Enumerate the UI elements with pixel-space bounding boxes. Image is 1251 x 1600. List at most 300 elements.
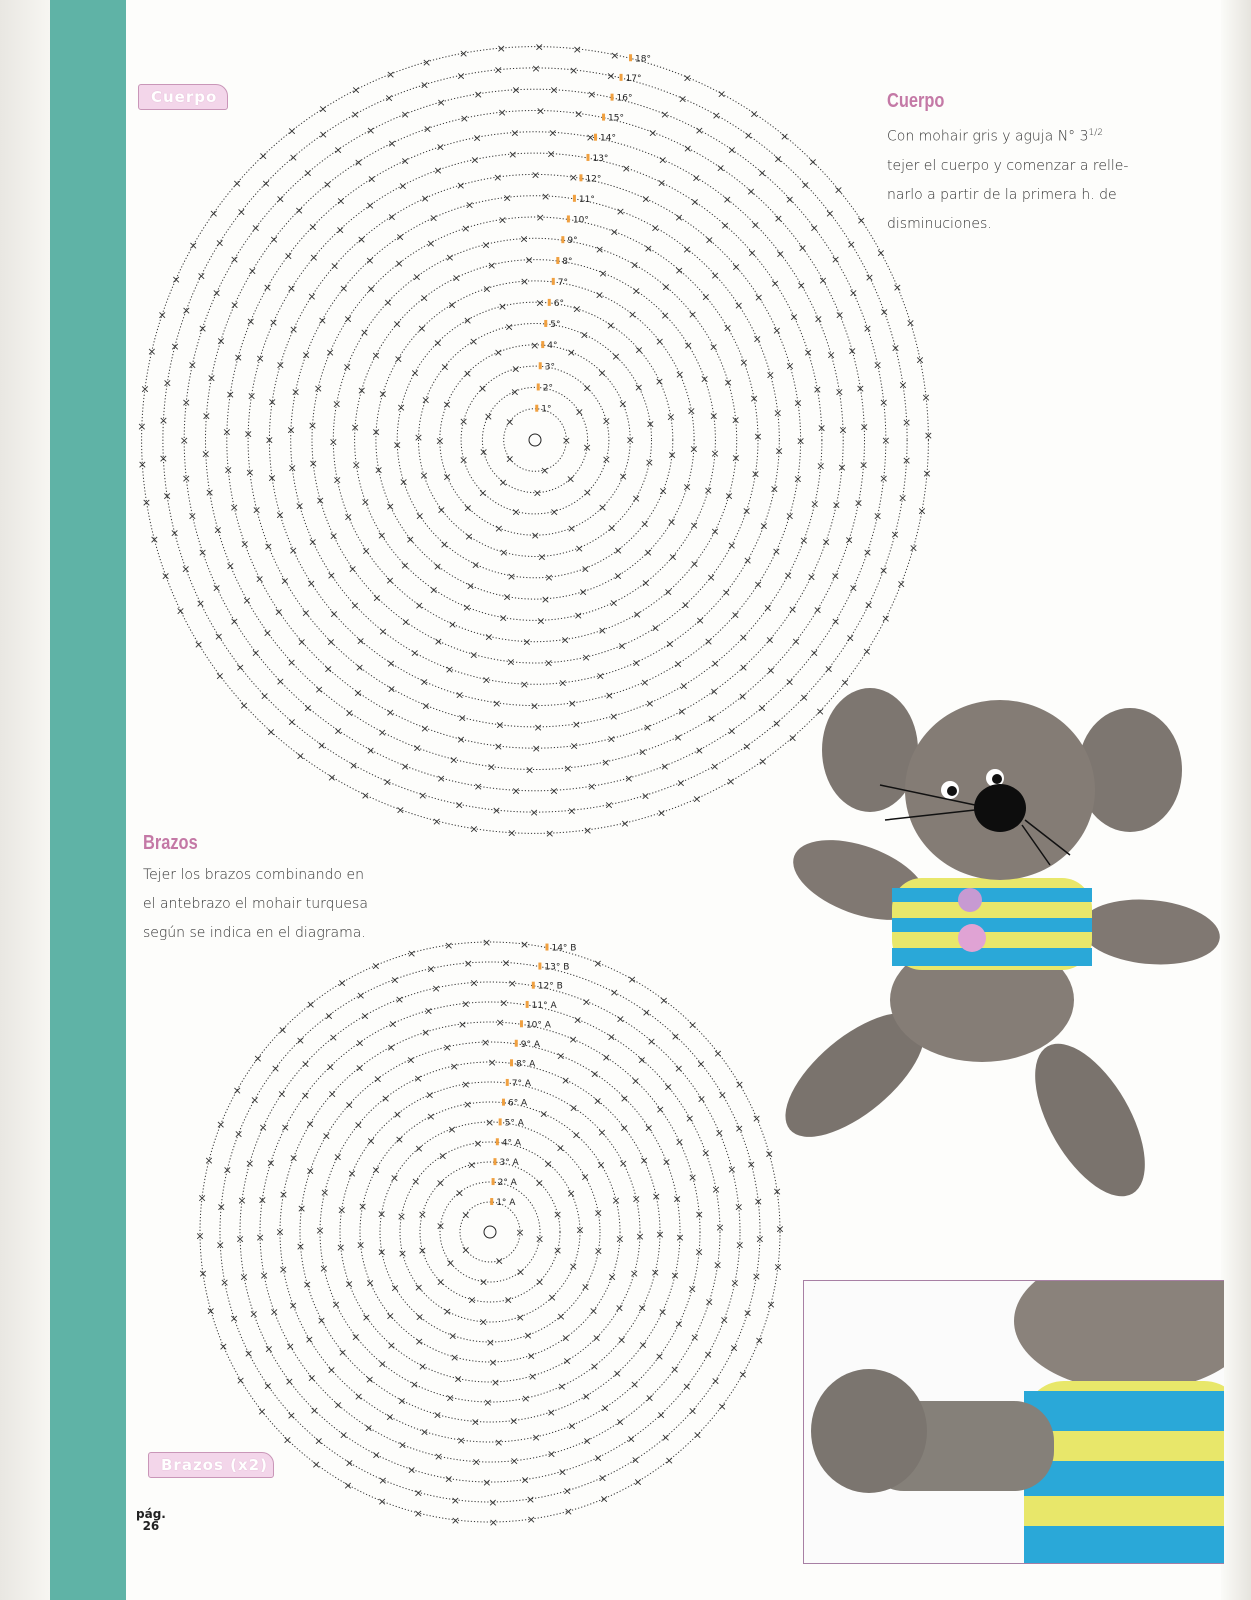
arms-stitch-mark: × [581, 1389, 591, 1403]
body-stitch-mark: × [682, 242, 692, 256]
body-stitch-mark: × [532, 486, 542, 500]
arms-stitch-mark: × [435, 1176, 446, 1190]
body-stitch-mark: × [571, 717, 581, 731]
arms-round-label: 6° A [507, 1098, 528, 1109]
body-round-label: 10° [572, 215, 589, 226]
body-stitch-mark: × [290, 385, 301, 399]
arms-stitch-mark: × [687, 1282, 697, 1296]
body-stitch-mark: × [862, 546, 873, 560]
arms-stitch-mark: × [743, 1306, 753, 1320]
arms-stitch-mark: × [485, 1335, 496, 1349]
body-stitch-mark: × [313, 381, 323, 395]
body-stitch-mark: × [360, 788, 370, 802]
body-stitch-mark: × [915, 353, 925, 367]
body-stitch-mark: × [442, 470, 452, 484]
arms-stitch-mark: × [320, 1186, 330, 1200]
body-stitch-mark: × [255, 572, 265, 586]
arms-stitch-mark: × [593, 956, 603, 970]
arms-stitch-mark: × [593, 1094, 603, 1108]
body-round-marker [556, 257, 559, 264]
body-stitch-mark: × [491, 804, 502, 818]
body-stitch-mark: × [704, 233, 714, 247]
arms-stitch-mark: × [567, 1419, 577, 1433]
arms-stitch-mark: × [371, 1448, 381, 1462]
arms-stitch-mark: × [215, 1238, 225, 1252]
body-stitch-mark: × [287, 124, 297, 138]
body-stitch-mark: × [771, 544, 781, 558]
body-stitch-mark: × [350, 420, 360, 434]
body-stitch-mark: × [508, 147, 518, 161]
arms-stitch-mark: × [289, 1151, 299, 1165]
body-stitch-mark: × [268, 316, 279, 330]
body-stitch-mark: × [506, 569, 517, 583]
body-stitch-mark: × [544, 571, 554, 585]
arms-stitch-mark: × [314, 1434, 324, 1448]
arms-stitch-mark: × [288, 1299, 298, 1313]
body-stitch-mark: × [335, 223, 345, 237]
body-stitch-mark: × [580, 562, 591, 576]
body-stitch-mark: × [594, 288, 605, 302]
arms-stitch-mark: × [377, 1357, 387, 1371]
body-stitch-mark: × [351, 458, 361, 472]
body-line-1 [887, 119, 1128, 152]
body-stitch-mark: × [609, 225, 619, 239]
body-stitch-mark: × [692, 792, 702, 806]
body-stitch-mark: × [737, 689, 748, 703]
arms-stitch-mark: × [377, 1245, 387, 1259]
body-stitch-mark: × [162, 376, 172, 390]
body-stitch-mark: × [197, 321, 208, 335]
arms-stitch-mark: × [509, 1414, 519, 1428]
body-stitch-mark: × [773, 152, 783, 166]
body-stitch-mark: × [879, 305, 889, 319]
body-stitch-mark: × [743, 554, 753, 568]
body-stitch-mark: × [283, 249, 293, 263]
body-stitch-mark: × [510, 385, 520, 399]
body-stitch-mark: × [432, 814, 442, 828]
arms-stitch-mark: × [646, 1035, 657, 1049]
body-stitch-mark: × [348, 758, 359, 772]
body-line-1-text: Con mohair gris y aguja N° 3 [887, 128, 1089, 145]
body-stitch-mark: × [773, 406, 783, 420]
arms-stitch-mark: × [710, 1374, 721, 1388]
body-stitch-mark: × [215, 236, 225, 250]
arms-stitch-mark: × [674, 1317, 684, 1331]
body-stitch-mark: × [721, 586, 731, 600]
arms-stitch-mark: × [413, 1506, 423, 1520]
arms-stitch-mark: × [344, 1277, 354, 1291]
body-stitch-mark: × [400, 154, 410, 168]
paw-closeup [811, 1369, 927, 1493]
body-stitch-mark: × [175, 604, 186, 618]
arms-stitch-mark: × [386, 1040, 396, 1054]
body-stitch-mark: × [529, 806, 539, 820]
body-stitch-mark: × [881, 612, 891, 626]
body-stitch-mark: × [497, 106, 507, 120]
body-stitch-mark: × [657, 176, 667, 190]
body-stitch-mark: × [275, 508, 285, 522]
body-stitch-mark: × [445, 251, 455, 265]
arms-stitch-mark: × [257, 1405, 267, 1419]
body-stitch-mark: × [597, 501, 608, 515]
arms-round-label: 14° B [551, 943, 577, 954]
body-stitch-mark: × [486, 760, 496, 774]
body-stitch-mark: × [566, 345, 576, 359]
body-stitch-mark: × [837, 461, 847, 475]
body-stitch-mark: × [519, 232, 529, 246]
arms-round-marker [538, 963, 541, 970]
body-stitch-mark: × [549, 784, 559, 798]
body-round-marker [537, 383, 540, 390]
body-stitch-mark: × [137, 458, 147, 472]
body-stitch-mark: × [597, 624, 607, 638]
body-stitch-mark: × [410, 366, 420, 380]
body-stitch-mark: × [366, 124, 376, 138]
body-stitch-mark: × [710, 657, 720, 671]
body-stitch-mark: × [456, 733, 466, 747]
body-stitch-mark: × [447, 298, 457, 312]
body-stitch-mark: × [419, 469, 429, 483]
body-stitch-mark: × [325, 345, 335, 359]
body-stitch-mark: × [533, 720, 543, 734]
body-stitch-mark: × [568, 63, 579, 77]
body-stitch-mark: × [597, 366, 607, 380]
body-stitch-mark: × [752, 332, 762, 346]
body-stitch-mark: × [447, 618, 458, 632]
body-stitch-mark: × [303, 701, 313, 715]
body-stitch-mark: × [421, 393, 431, 407]
arms-stitch-mark: × [588, 1304, 599, 1318]
sweater-stripe [1024, 1391, 1224, 1431]
arms-stitch-mark: × [244, 1346, 254, 1360]
sweater-stripe [892, 918, 1092, 932]
arms-stitch-mark: × [687, 1170, 698, 1184]
body-stitch-mark: × [440, 360, 450, 374]
arms-stitch-mark: × [333, 1398, 343, 1412]
arms-stitch-mark: × [766, 1297, 776, 1311]
body-stitch-mark: × [821, 535, 831, 549]
body-stitch-mark: × [618, 470, 628, 484]
body-stitch-mark: × [540, 592, 551, 606]
body-stitch-mark: × [631, 656, 641, 670]
body-stitch-mark: × [141, 496, 152, 510]
body-stitch-mark: × [694, 124, 704, 138]
body-stitch-mark: × [260, 689, 270, 703]
arms-stitch-mark: × [353, 1118, 364, 1132]
arms-stitch-mark: × [663, 1080, 673, 1094]
body-stitch-mark: × [472, 131, 482, 145]
body-stitch-mark: × [558, 676, 568, 690]
arms-stitch-mark: × [467, 1293, 477, 1307]
body-stitch-mark: × [327, 770, 337, 784]
body-stitch-mark: × [193, 637, 204, 651]
arms-stitch-mark: × [286, 1408, 296, 1422]
body-stitch-mark: × [569, 739, 579, 753]
body-stitch-mark: × [433, 164, 443, 178]
arms-stitch-mark: × [775, 1222, 785, 1236]
arms-stitch-mark: × [566, 1187, 576, 1201]
arms-stitch-mark: × [432, 1408, 443, 1422]
body-stitch-mark: × [890, 341, 901, 355]
body-stitch-mark: × [572, 42, 582, 56]
arms-stitch-mark: × [582, 1434, 592, 1448]
body-stitch-mark: × [504, 320, 514, 334]
arms-stitch-mark: × [597, 1471, 608, 1485]
body-round-marker [573, 195, 576, 202]
arms-round-marker [526, 1001, 529, 1008]
arms-stitch-mark: × [654, 1349, 665, 1363]
arms-stitch-mark: × [386, 1339, 397, 1353]
arms-stitch-mark: × [755, 1232, 765, 1246]
body-stitch-mark: × [730, 608, 740, 622]
body-stitch-mark: × [738, 631, 748, 645]
arms-stitch-mark: × [682, 1380, 692, 1394]
arms-stitch-mark: × [325, 1060, 336, 1074]
body-stitch-mark: × [808, 155, 818, 169]
body-stitch-mark: × [398, 475, 409, 489]
body-stitch-mark: × [856, 214, 866, 228]
arms-stitch-mark: × [285, 1340, 295, 1354]
body-stitch-mark: × [209, 207, 219, 221]
body-stitch-mark: × [627, 308, 638, 322]
body-stitch-mark: × [418, 788, 428, 802]
body-stitch-mark: × [294, 203, 304, 217]
arms-stitch-mark: × [657, 1305, 668, 1319]
body-stitch-mark: × [378, 625, 388, 639]
body-stitch-mark: × [890, 528, 900, 542]
body-stitch-mark: × [195, 597, 206, 611]
body-stitch-mark: × [426, 236, 436, 250]
body-stitch-mark: × [640, 517, 650, 531]
body-stitch-mark: × [255, 351, 265, 365]
body-stitch-mark: × [560, 633, 570, 647]
body-stitch-mark: × [565, 472, 576, 486]
body-round-ring [269, 174, 803, 705]
body-stitch-mark: × [536, 614, 546, 628]
arms-stitch-mark: × [734, 1200, 744, 1214]
body-stitch-mark: × [799, 691, 809, 705]
arms-stitch-mark: × [337, 1203, 347, 1217]
body-stitch-mark: × [637, 745, 648, 759]
arms-stitch-mark: × [419, 1425, 430, 1439]
body-stitch-mark: × [371, 348, 381, 362]
body-round-marker [586, 154, 589, 161]
body-stitch-mark: × [436, 503, 446, 517]
left-pupil [947, 786, 957, 796]
body-stitch-mark: × [367, 172, 377, 186]
body-stitch-mark: × [582, 440, 592, 454]
body-stitch-mark: × [582, 381, 592, 395]
body-stitch-mark: × [332, 473, 342, 487]
body-stitch-mark: × [350, 599, 360, 613]
body-stitch-mark: × [351, 83, 361, 97]
arms-stitch-mark: × [764, 1147, 774, 1161]
body-stitch-mark: × [531, 61, 541, 75]
arms-stitch-mark: × [343, 1478, 353, 1492]
body-stitch-mark: × [414, 599, 424, 613]
body-stitch-mark: × [731, 451, 741, 465]
body-stitch-mark: × [519, 275, 530, 289]
body-stitch-mark: × [701, 290, 711, 304]
body-round-label: 13° [592, 153, 609, 164]
body-stitch-mark: × [326, 635, 336, 649]
arms-stitch-mark: × [421, 1026, 431, 1040]
body-stitch-mark: × [709, 684, 719, 698]
body-stitch-mark: × [213, 523, 223, 537]
body-stitch-mark: × [400, 759, 410, 773]
arms-stitch-mark: × [195, 1229, 205, 1243]
arms-stitch-mark: × [280, 1121, 290, 1135]
arms-stitch-mark: × [694, 1207, 704, 1221]
arms-stitch-mark: × [309, 1403, 320, 1417]
body-stitch-mark: × [432, 559, 443, 573]
arms-stitch-mark: × [327, 1087, 337, 1101]
arms-stitch-mark: × [534, 1275, 545, 1289]
body-stitch-mark: × [673, 730, 683, 744]
arms-stitch-mark: × [450, 1493, 460, 1507]
arms-stitch-mark: × [519, 938, 530, 952]
body-stitch-mark: × [243, 427, 253, 441]
sweater-stripe [1024, 1461, 1224, 1496]
arms-stitch-mark: × [481, 936, 492, 950]
body-stitch-mark: × [462, 313, 473, 327]
body-stitch-mark: × [549, 505, 559, 519]
body-stitch-mark: × [530, 168, 541, 182]
arms-stitch-mark: × [365, 1276, 375, 1290]
body-stitch-mark: × [831, 498, 841, 512]
body-stitch-mark: × [795, 434, 806, 448]
arms-stitch-mark: × [414, 1280, 424, 1294]
arms-stitch-mark: × [358, 1200, 368, 1214]
body-stitch-mark: × [739, 355, 749, 369]
body-stitch-mark: × [267, 395, 277, 409]
body-stitch-mark: × [601, 755, 611, 769]
body-stitch-mark: × [451, 271, 461, 285]
body-stitch-mark: × [469, 822, 479, 836]
body-stitch-mark: × [251, 646, 261, 660]
arms-stitch-mark: × [633, 1475, 643, 1489]
body-stitch-mark: × [454, 798, 464, 812]
body-stitch-mark: × [214, 630, 224, 644]
body-stitch-mark: × [601, 414, 611, 428]
arms-stitch-mark: × [324, 1009, 334, 1023]
arms-stitch-mark: × [534, 1176, 545, 1190]
body-stitch-mark: × [654, 374, 665, 388]
body-stitch-mark: × [289, 323, 299, 337]
body-stitch-mark: × [658, 153, 668, 167]
arms-stitch-mark: × [751, 1111, 762, 1125]
arms-stitch-mark: × [390, 1281, 400, 1295]
arms-stitch-mark: × [413, 1486, 423, 1500]
button [958, 924, 986, 952]
arms-stitch-mark: × [414, 1310, 425, 1324]
body-stitch-mark: × [753, 429, 763, 443]
body-stitch-mark: × [738, 660, 749, 674]
arms-stitch-mark: × [444, 1472, 454, 1486]
arms-round-marker [510, 1059, 513, 1066]
arms-stitch-mark: × [488, 1515, 499, 1529]
body-stitch-mark: × [444, 662, 455, 676]
arms-stitch-mark: × [562, 1484, 572, 1498]
body-stitch-mark: × [656, 806, 667, 820]
body-stitch-mark: × [546, 147, 556, 161]
body-stitch-mark: × [482, 282, 492, 296]
arms-stitch-mark: × [611, 1194, 621, 1208]
body-stitch-mark: × [511, 505, 521, 519]
arms-stitch-mark: × [729, 1341, 739, 1355]
body-stitch-mark: × [343, 312, 353, 326]
arms-stitch-mark: × [266, 1156, 276, 1170]
arms-stitch-mark: × [641, 1005, 651, 1019]
body-stitch-mark: × [499, 546, 509, 560]
arms-stitch-mark: × [453, 1372, 463, 1386]
arms-stitch-mark: × [434, 1450, 444, 1464]
arms-stitch-mark: × [296, 1201, 307, 1215]
amigurumi-mouse-photo [760, 680, 1230, 1220]
body-stitch-mark: × [537, 550, 547, 564]
arms-stitch-mark: × [670, 1269, 680, 1283]
body-stitch-mark: × [206, 371, 217, 385]
body-stitch-mark: × [848, 286, 858, 300]
arms-stitch-mark: × [670, 1029, 681, 1043]
arms-stitch-mark: × [590, 1067, 600, 1081]
body-stitch-mark: × [449, 753, 459, 767]
body-stitch-mark: × [833, 183, 844, 197]
arms-stitch-mark: × [637, 1053, 647, 1067]
body-round-marker [539, 362, 542, 369]
arms-stitch-mark: × [353, 1389, 364, 1403]
body-stitch-mark: × [350, 108, 360, 122]
arms-stitch-mark: × [319, 1261, 329, 1275]
body-stitch-mark: × [318, 102, 328, 116]
body-stitch-mark: × [864, 270, 875, 284]
body-stitch-mark: × [162, 489, 172, 503]
body-stitch-mark: × [524, 763, 535, 777]
body-stitch-mark: × [222, 425, 232, 439]
body-stitch-mark: × [803, 346, 813, 360]
body-stitch-mark: × [845, 631, 855, 645]
body-stitch-mark: × [531, 742, 541, 756]
body-stitch-mark: × [800, 178, 810, 192]
body-stitch-mark: × [544, 656, 554, 670]
body-stitch-mark: × [844, 533, 854, 547]
arms-stitch-mark: × [282, 1433, 292, 1447]
body-round-ring [288, 196, 783, 685]
body-stitch-mark: × [170, 339, 180, 353]
arms-stitch-mark: × [543, 1157, 553, 1171]
body-stitch-mark: × [429, 211, 439, 225]
arms-stitch-mark: × [406, 1463, 417, 1477]
arms-stitch-mark: × [561, 1073, 571, 1087]
arms-stitch-mark: × [366, 1134, 376, 1148]
body-round-label: 15° [608, 113, 624, 124]
body-stitch-mark: × [677, 704, 687, 718]
body-stitch-mark: × [230, 298, 240, 312]
body-stitch-mark: × [387, 210, 397, 224]
body-stitch-mark: × [157, 308, 167, 322]
body-stitch-mark: × [456, 69, 466, 83]
arms-stitch-mark: × [562, 1354, 572, 1368]
body-round-marker [552, 278, 555, 285]
arm-detail-photo [803, 1280, 1224, 1564]
body-stitch-mark: × [579, 328, 589, 342]
body-stitch-mark: × [862, 645, 872, 659]
body-stitch-mark: × [495, 718, 505, 732]
body-stitch-mark: × [415, 509, 425, 523]
body-stitch-mark: × [507, 826, 517, 840]
body-stitch-mark: × [306, 577, 316, 591]
arms-stitch-mark: × [581, 995, 591, 1009]
